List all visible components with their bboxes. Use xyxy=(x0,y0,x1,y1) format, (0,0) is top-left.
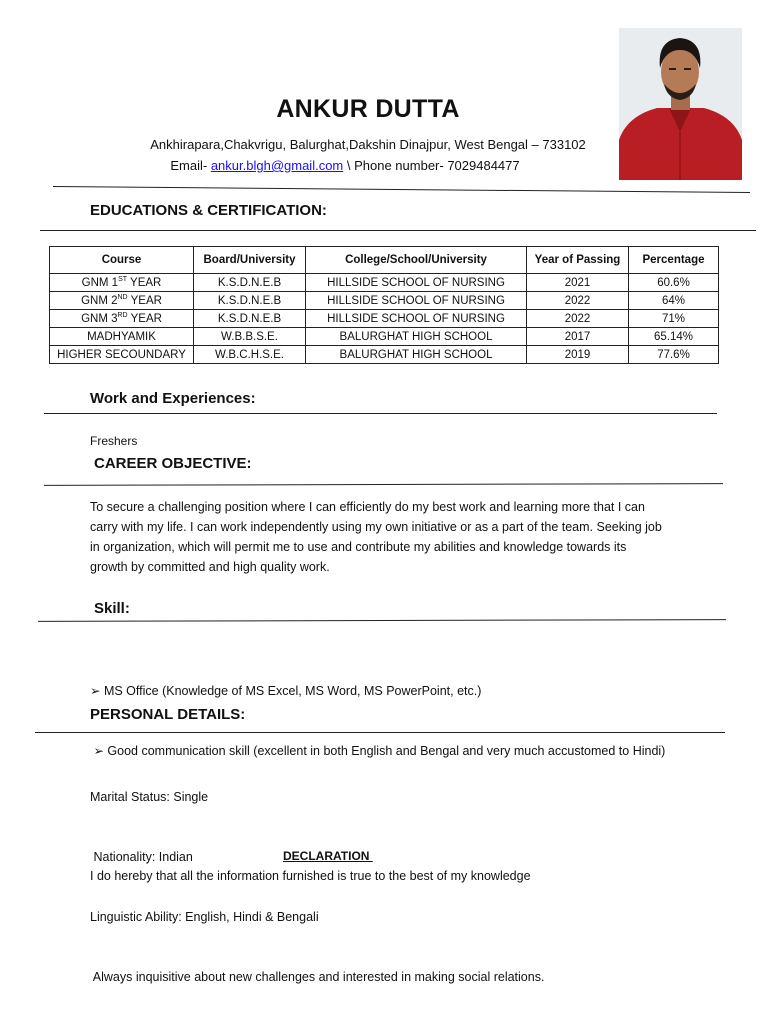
cell-college: HILLSIDE SCHOOL OF NURSING xyxy=(306,292,527,310)
cell-course: GNM 2ND YEAR xyxy=(50,292,194,310)
profile-photo xyxy=(619,28,742,180)
linguistic-ability: Linguistic Ability: English, Hindi & Bengali xyxy=(90,910,319,924)
skill-divider xyxy=(38,619,726,622)
objective-heading: CAREER OBJECTIVE: xyxy=(94,455,252,472)
table-row xyxy=(50,274,719,292)
phone-text: \ Phone number- 7029484477 xyxy=(343,158,520,173)
table-row xyxy=(50,292,719,310)
personal-divider xyxy=(35,732,725,733)
cell-percentage: 64% xyxy=(629,292,719,310)
email-link[interactable]: ankur.blgh@gmail.com xyxy=(210,158,344,173)
work-text: Freshers xyxy=(90,434,138,448)
cell-percentage: 60.6% xyxy=(629,274,719,292)
cell-year: 2022 xyxy=(527,292,629,310)
cell-board: K.S.D.N.E.B xyxy=(194,274,306,292)
cell-college: BALURGHAT HIGH SCHOOL xyxy=(306,346,527,364)
col-course: Course xyxy=(50,247,194,274)
personal-heading: PERSONAL DETAILS: xyxy=(90,706,246,723)
header-divider xyxy=(53,186,750,193)
skill-heading: Skill: xyxy=(94,600,130,617)
contact-line xyxy=(0,158,690,173)
cell-board: K.S.D.N.E.B xyxy=(194,310,306,328)
col-board: Board/University xyxy=(194,247,306,274)
cell-college: HILLSIDE SCHOOL OF NURSING xyxy=(306,274,527,292)
address: Ankhirapara,Chakvrigu, Balurghat,Dakshin Dinajpur, West Bengal – 733102 xyxy=(150,137,586,152)
skill-item: ➢ MS Office (Knowledge of MS Excel, MS Word, MS PowerPoint, etc.) xyxy=(90,684,482,698)
objective-line: in organization, which will permit me to use and contribute my abilities and knowledge towards its xyxy=(90,540,627,554)
declaration-heading: DECLARATION xyxy=(283,849,373,863)
objective-line: carry with my life. I can work independently using my own initiative or as a part of the team. Seeking job xyxy=(90,520,662,534)
cell-course: MADHYAMIK xyxy=(50,328,194,346)
col-college: College/School/University xyxy=(306,247,527,274)
email-label: Email- xyxy=(170,158,211,173)
cell-year: 2021 xyxy=(527,274,629,292)
table-header-row xyxy=(50,247,719,274)
table-row xyxy=(50,346,719,364)
nationality: Nationality: Indian xyxy=(90,850,193,864)
cell-college: BALURGHAT HIGH SCHOOL xyxy=(306,328,527,346)
table-row xyxy=(50,328,719,346)
cell-year: 2022 xyxy=(527,310,629,328)
education-divider xyxy=(40,230,756,231)
table-row xyxy=(50,310,719,328)
education-heading: EDUCATIONS & CERTIFICATION: xyxy=(90,202,327,219)
cell-course: GNM 3RD YEAR xyxy=(50,310,194,328)
cell-board: W.B.C.H.S.E. xyxy=(194,346,306,364)
cell-board: W.B.B.S.E. xyxy=(194,328,306,346)
cell-percentage: 71% xyxy=(629,310,719,328)
cell-year: 2019 xyxy=(527,346,629,364)
objective-text xyxy=(90,497,730,577)
objective-line: growth by committed and high quality work. xyxy=(90,560,330,574)
marital-status: Marital Status: Single xyxy=(90,790,209,804)
col-percentage: Percentage xyxy=(629,247,719,274)
objective-line: To secure a challenging position where I can efficiently do my best work and learning more that I can xyxy=(90,500,645,514)
education-table xyxy=(49,246,719,364)
work-divider xyxy=(44,413,717,414)
work-heading: Work and Experiences: xyxy=(90,390,256,407)
cell-board: K.S.D.N.E.B xyxy=(194,292,306,310)
cell-college: HILLSIDE SCHOOL OF NURSING xyxy=(306,310,527,328)
cell-percentage: 77.6% xyxy=(629,346,719,364)
cell-year: 2017 xyxy=(527,328,629,346)
cell-course: HIGHER SECOUNDARY xyxy=(50,346,194,364)
personal-note: Always inquisitive about new challenges and interested in making social relations. xyxy=(90,970,545,984)
skill-item: ➢ Good communication skill (excellent in both English and Bengal and very much accustomed to Hindi) xyxy=(90,744,666,758)
col-year: Year of Passing xyxy=(527,247,629,274)
declaration-text: I do hereby that all the information furnished is true to the best of my knowledge xyxy=(90,869,531,883)
objective-divider xyxy=(44,483,723,486)
candidate-name: ANKUR DUTTA xyxy=(276,95,460,123)
cell-percentage: 65.14% xyxy=(629,328,719,346)
cell-course: GNM 1ST YEAR xyxy=(50,274,194,292)
